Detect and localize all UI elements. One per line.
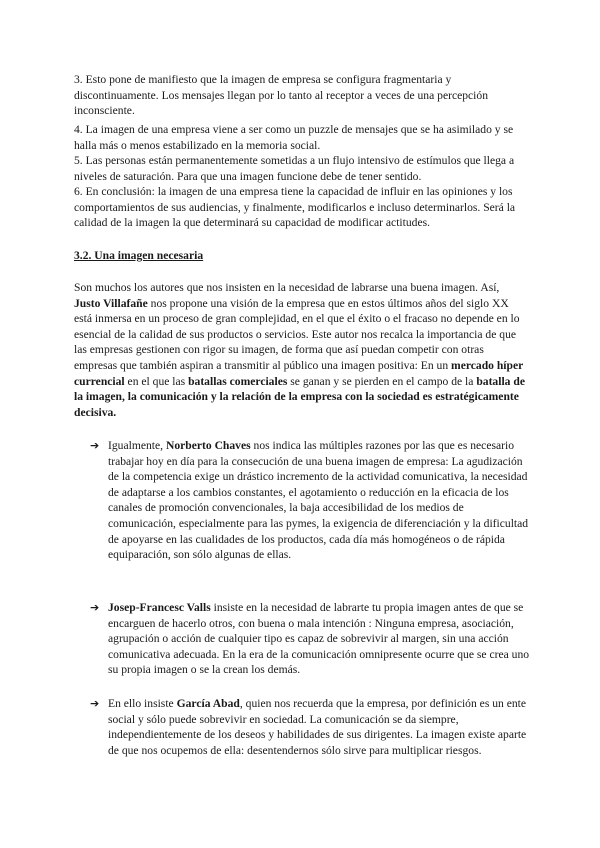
bullet-body: insiste en la necesidad de labrarte tu propia imagen antes de que se encarguen de hacerlo otros, con buena o mala intención : Ninguna empresa, asociación, agrupación o acción de cualquier tipo es capaz de sobrevivir al margen, sin una acción comunicativa adecuada. En la era de la comunicación omnipresente ocurre que se crea uno su propia imagen o se la crean los demás. <box>108 601 530 677</box>
arrow-icon: ➔ <box>90 601 100 614</box>
intro-text-4: se ganan y se pierden en el campo de la <box>287 374 477 388</box>
term-batalla-imagen: batalla de la imagen, la comunicación y la relación de la empresa con la sociedad es estratégicamente decisiva. <box>74 374 525 419</box>
bullet-garcia-abad <box>90 696 530 758</box>
bullet-body: , quien nos recuerda que la empresa, por definición es un ente social y sólo puede sobrevivir en sociedad. La comunicación se da siempre, independientemente de los deseos y habilidades de sus dirigentes. La imagen existe aparte de que nos ocupemos de ella: desentendernos sólo sirve para multiplicar riesgos. <box>108 697 527 757</box>
author-name: García Abad <box>176 697 240 710</box>
author-name: Josep-Francesc Valls <box>108 601 211 614</box>
list-item-4: 4. La imagen de una empresa viene a ser como un puzzle de mensajes que se ha asimilado y se halla más o menos estabilizado en la memoria social. <box>74 123 514 152</box>
bullet-pre: En ello insiste <box>108 697 177 710</box>
term-mercado: mercado híper currencial <box>74 358 524 388</box>
bullet-text <box>108 696 530 758</box>
arrow-icon: ➔ <box>90 439 100 452</box>
list-item-6: 6. En conclusión: la imagen de una empresa tiene la capacidad de influir en las opiniones y los comportamientos de sus audiencias, y finalmente, modificarlos e incluso determinarlos. Será la calidad de la imagen la que determinará su capacidad de modificar actitudes. <box>74 185 516 230</box>
intro-text-2: nos propone una visión de la empresa que en estos últimos años del siglo XX está inmersa en un proceso de gran complejidad, en el que el éxito o el fracaso no depende en lo esencial de la calidad de sus productos o servicios. Este autor nos recalca la importancia de que las empresas gestionen con rigor su imagen, de forma que así puedan competir con otras empresas que también aspiran a transmitir al público una imagen positiva: En un <box>74 296 520 372</box>
bullet-text <box>108 600 530 678</box>
arrow-icon: ➔ <box>90 697 100 710</box>
list-item-3: 3. Esto pone de manifiesto que la imagen de empresa se configura fragmentaria y discontinuamente. Los mensajes llegan por lo tanto al receptor a veces de una percepción inconsciente. <box>74 73 488 118</box>
section-heading: 3.2. Una imagen necesaria <box>74 249 204 262</box>
intro-paragraph <box>74 280 528 420</box>
list-item-5: 5. Las personas están permanentemente sometidas a un flujo intensivo de estímulos que llega a niveles de saturación. Para que una imagen funcione debe de tener sentido. <box>74 154 515 183</box>
author-name: Norberto Chaves <box>165 439 251 452</box>
bullet-body: nos indica las múltiples razones por las que es necesario trabajar hoy en día para la consecución de una buena imagen de empresa: La agudización de la competencia exige un drástico incremento de la actividad comunicativa, la necesidad de adaptarse a los cambios constantes, el agotamiento o reducción en la eficacia de los canales de promoción convencionales, la baja accesibilidad de los medios de comunicación, especialmente para las pymes, la exigencia de diferenciación y la dificultad de apoyarse en las cualidades de los productos, cada día más homogéneos o de rápida equiparación, son sólo algunas de ellas. <box>108 439 529 562</box>
intro-text-3: en el que las <box>124 374 189 388</box>
intro-text-1: Son muchos los autores que nos insisten en la necesidad de labrarse una buena imagen. Así, <box>74 281 500 294</box>
bullet-pre: Igualmente, <box>108 439 166 452</box>
bullet-text <box>108 438 530 563</box>
bullet-chaves <box>90 438 530 563</box>
author-villafane: Justo Villafañe <box>74 296 148 310</box>
term-batallas: batallas comerciales <box>188 374 288 388</box>
bullet-valls <box>90 600 530 678</box>
